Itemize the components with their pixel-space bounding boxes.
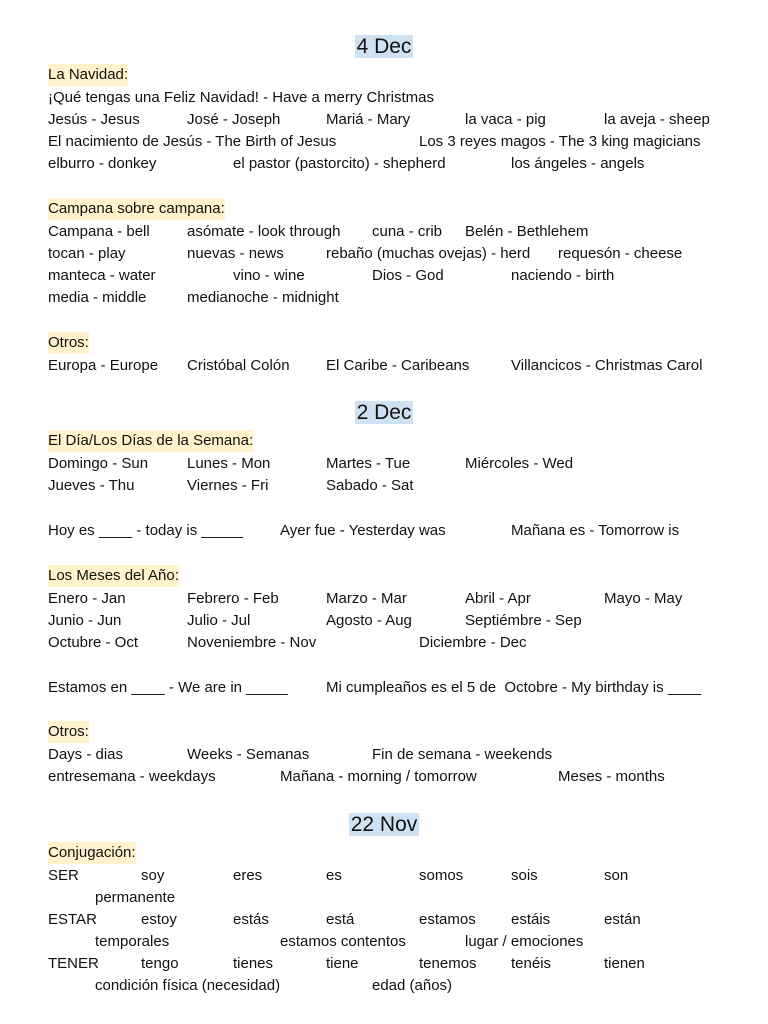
vocab-entry: medianoche - midnight (187, 289, 339, 306)
text-line (0, 332, 768, 354)
conjugation-cell: estamos (419, 911, 476, 928)
vocab-entry: Martes - Tue (326, 455, 411, 472)
conjugation-cell: tengo (141, 955, 179, 972)
vocab-entry: cuna - crib (372, 223, 443, 240)
section-label: Conjugación: (48, 842, 136, 864)
text-line (0, 131, 768, 153)
conjugation-cell: está (326, 911, 355, 928)
vocab-entry: Cristóbal Colón (187, 357, 290, 374)
vocab-entry: Los 3 reyes magos - The 3 king magicians (419, 133, 701, 150)
vocab-entry: elburro - donkey (48, 155, 157, 172)
vocab-entry: requesón - cheese (558, 245, 683, 262)
vocab-entry: Mayo - May (604, 590, 683, 607)
vocab-entry: la aveja - sheep (604, 111, 710, 128)
vocab-entry: Miércoles - Wed (465, 455, 574, 472)
vocab-entry: naciendo - birth (511, 267, 615, 284)
conjugation-verb: ESTAR (48, 911, 97, 928)
text-line (0, 87, 768, 109)
text-line (0, 610, 768, 632)
text-line (0, 588, 768, 610)
conjugation-row (0, 953, 768, 975)
vocab-entry: Villancicos - Christmas Carol (511, 357, 703, 374)
text-line (0, 287, 768, 309)
conjugation-verb: SER (48, 867, 79, 884)
vocab-entry: los ángeles - angels (511, 155, 645, 172)
conjugation-cell: sois (511, 867, 538, 884)
conjugation-cell: estoy (141, 911, 177, 928)
vocab-entry: Mañana es - Tomorrow is (511, 522, 680, 539)
conjugation-cell: tienes (233, 955, 274, 972)
conjugation-cell: es (326, 867, 342, 884)
text-line (0, 243, 768, 265)
section-label: Otros: (48, 332, 89, 354)
vocab-entry: Diciembre - Dec (419, 634, 527, 651)
conjugation-row (0, 865, 768, 887)
text-line (0, 430, 768, 452)
conjugation-usage (0, 931, 768, 953)
conjugation-row (0, 909, 768, 931)
conjugation-cell: tenéis (511, 955, 552, 972)
text-line (0, 520, 768, 542)
vocab-entry: Sabado - Sat (326, 477, 414, 494)
conjugation-cell: eres (233, 867, 263, 884)
vocab-entry: la vaca - pig (465, 111, 546, 128)
conjugation-cell: tiene (326, 955, 359, 972)
vocab-entry: Octubre - Oct (48, 634, 139, 651)
vocab-entry: Viernes - Fri (187, 477, 269, 494)
vocab-entry: Meses - months (558, 768, 665, 785)
section-label: La Navidad: (48, 64, 128, 86)
vocab-entry: Campana - bell (48, 223, 150, 240)
date-heading-text: 2 Dec (356, 401, 412, 424)
vocab-entry: tocan - play (48, 245, 126, 262)
vocab-entry: El Caribe - Caribeans (326, 357, 470, 374)
section-label: Otros: (48, 721, 89, 743)
text-line (0, 744, 768, 766)
vocab-entry: Marzo - Mar (326, 590, 407, 607)
text-line (0, 64, 768, 86)
vocab-entry: Estamos en ____ - We are in _____ (48, 679, 288, 696)
vocab-entry: Dios - God (372, 267, 444, 284)
vocab-entry: José - Joseph (187, 111, 281, 128)
conjugation-cell: tenemos (419, 955, 477, 972)
vocab-entry: Weeks - Semanas (187, 746, 310, 763)
vocab-entry: Fin de semana - weekends (372, 746, 553, 763)
vocab-entry: manteca - water (48, 267, 156, 284)
usage-note: lugar / emociones (465, 933, 584, 950)
vocab-entry: Septiémbre - Sep (465, 612, 582, 629)
vocab-entry: Mañana - morning / tomorrow (280, 768, 477, 785)
vocab-entry: asómate - look through (187, 223, 341, 240)
vocab-entry: media - middle (48, 289, 147, 306)
text-line (0, 766, 768, 788)
date-heading (0, 400, 768, 426)
conjugation-verb: TENER (48, 955, 99, 972)
text-line (0, 565, 768, 587)
conjugation-cell: somos (419, 867, 464, 884)
vocab-entry: Abril - Apr (465, 590, 531, 607)
vocab-entry: Days - dias (48, 746, 124, 763)
vocab-entry: Julio - Jul (187, 612, 251, 629)
vocab-entry: Mi cumpleaños es el 5 de Octobre - My birthday is ____ (326, 679, 702, 696)
usage-note: estamos contentos (280, 933, 406, 950)
section-label: Los Meses del Año: (48, 565, 179, 587)
date-heading-text: 22 Nov (350, 813, 418, 836)
vocab-entry: Belén - Bethlehem (465, 223, 589, 240)
date-heading (0, 34, 768, 60)
text-line (0, 221, 768, 243)
vocab-entry: Hoy es ____ - today is _____ (48, 522, 244, 539)
text-line (0, 109, 768, 131)
conjugation-cell: estáis (511, 911, 551, 928)
vocab-entry: Ayer fue - Yesterday was (280, 522, 446, 539)
date-heading-text: 4 Dec (356, 35, 412, 58)
section-label: El Día/Los Días de la Semana: (48, 430, 253, 452)
vocab-entry: Enero - Jan (48, 590, 126, 607)
vocab-entry: Agosto - Aug (326, 612, 412, 629)
usage-note: temporales (95, 933, 170, 950)
conjugation-cell: son (604, 867, 629, 884)
vocab-entry: Domingo - Sun (48, 455, 149, 472)
conjugation-cell: están (604, 911, 641, 928)
text-line (0, 475, 768, 497)
vocab-entry: Junio - Jun (48, 612, 122, 629)
vocab-entry: Noveniembre - Nov (187, 634, 317, 651)
text-line (0, 721, 768, 743)
vocab-entry: Jesús - Jesus (48, 111, 140, 128)
usage-note: permanente (95, 889, 176, 906)
conjugation-usage (0, 887, 768, 909)
date-heading (0, 812, 768, 838)
text-line (0, 198, 768, 220)
vocab-entry: Lunes - Mon (187, 455, 271, 472)
vocab-entry: el pastor (pastorcito) - shepherd (233, 155, 446, 172)
vocab-entry: Mariá - Mary (326, 111, 411, 128)
text-line (0, 355, 768, 377)
section-label: Campana sobre campana: (48, 198, 225, 220)
vocab-entry: vino - wine (233, 267, 305, 284)
vocab-entry: nuevas - news (187, 245, 284, 262)
vocab-entry: entresemana - weekdays (48, 768, 216, 785)
vocab-entry: Febrero - Feb (187, 590, 279, 607)
conjugation-cell: tienen (604, 955, 645, 972)
usage-note: edad (años) (372, 977, 453, 994)
text-line (0, 842, 768, 864)
text-line (0, 453, 768, 475)
text-line (0, 265, 768, 287)
text-line (0, 632, 768, 654)
conjugation-usage (0, 975, 768, 997)
text-line (0, 153, 768, 175)
text-line (0, 677, 768, 699)
vocab-entry: El nacimiento de Jesús - The Birth of Jesus (48, 133, 337, 150)
vocab-entry: Jueves - Thu (48, 477, 135, 494)
conjugation-cell: soy (141, 867, 165, 884)
usage-note: condición física (necesidad) (95, 977, 281, 994)
conjugation-cell: estás (233, 911, 269, 928)
vocab-entry: Europa - Europe (48, 357, 159, 374)
note-text: ¡Qué tengas una Feliz Navidad! - Have a merry Christmas (48, 89, 434, 106)
vocab-entry: rebaño (muchas ovejas) - herd (326, 245, 531, 262)
